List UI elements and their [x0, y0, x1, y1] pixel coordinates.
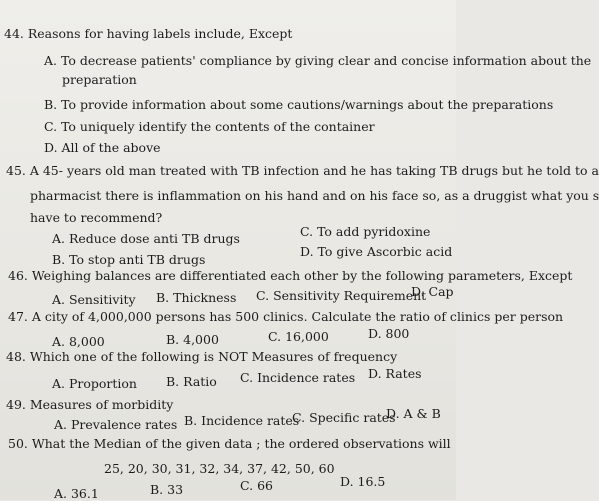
- q50-option-a: A. 36.1: [54, 486, 99, 501]
- question-44-stem: 44. Reasons for having labels include, Except: [4, 26, 293, 41]
- question-47-stem: 47. A city of 4,000,000 persons has 500 clinics. Calculate the ratio of clinics per person: [8, 309, 564, 324]
- q49-option-d: D. A & B: [386, 406, 441, 421]
- q46-option-c: C. Sensitivity Requirement: [256, 288, 427, 303]
- q47-option-b: B. 4,000: [166, 332, 219, 347]
- q49-option-b: B. Incidence rates: [184, 413, 300, 428]
- question-45-stem-3: have to recommend?: [30, 210, 163, 225]
- q48-option-d: D. Rates: [368, 366, 422, 381]
- q44-option-b: B. To provide information about some cautions/warnings about the preparations: [44, 97, 554, 112]
- question-46-stem: 46. Weighing balances are differentiated each other by the following parameters, Except: [8, 268, 573, 283]
- q48-option-c: C. Incidence rates: [240, 370, 356, 385]
- q45-option-b: B. To stop anti TB drugs: [52, 252, 206, 267]
- q44-option-c: C. To uniquely identify the contents of the container: [44, 119, 375, 134]
- q47-option-a: A. 8,000: [52, 334, 105, 349]
- q47-option-d: D. 800: [368, 326, 410, 341]
- question-45-stem-1: 45. A 45- years old man treated with TB infection and he has taking TB drugs but he told to a: [6, 163, 599, 178]
- q50-option-c: C. 66: [240, 478, 273, 493]
- q44-option-d: D. All of the above: [44, 140, 161, 155]
- q48-option-b: B. Ratio: [166, 374, 217, 389]
- q50-option-d: D. 16.5: [340, 474, 386, 489]
- q45-option-d: D. To give Ascorbic acid: [300, 244, 453, 259]
- q49-option-c: C. Specific rates: [292, 410, 396, 425]
- q46-option-a: A. Sensitivity: [52, 292, 136, 307]
- question-49-stem: 49. Measures of morbidity: [6, 397, 174, 412]
- q44-option-a: A. To decrease patients' compliance by giving clear and concise information about the: [44, 53, 592, 68]
- q46-option-d: D. Cap: [411, 284, 454, 299]
- q48-option-a: A. Proportion: [52, 376, 137, 391]
- q44-option-a-cont: preparation: [62, 72, 137, 87]
- q46-option-b: B. Thickness: [156, 290, 237, 305]
- question-45-stem-2: pharmacist there is inflammation on his hand and on his face so, as a druggist what you s: [30, 188, 599, 203]
- question-50-stem: 50. What the Median of the given data ; the ordered observations will: [8, 436, 451, 451]
- q50-data-values: 25, 20, 30, 31, 32, 34, 37, 42, 50, 60: [104, 461, 335, 476]
- q49-option-a: A. Prevalence rates: [54, 417, 178, 432]
- q47-option-c: C. 16,000: [268, 329, 329, 344]
- question-48-stem: 48. Which one of the following is NOT Measures of frequency: [6, 349, 398, 364]
- q50-option-b: B. 33: [150, 482, 184, 497]
- q45-option-c: C. To add pyridoxine: [300, 224, 431, 239]
- q45-option-a: A. Reduce dose anti TB drugs: [52, 231, 240, 246]
